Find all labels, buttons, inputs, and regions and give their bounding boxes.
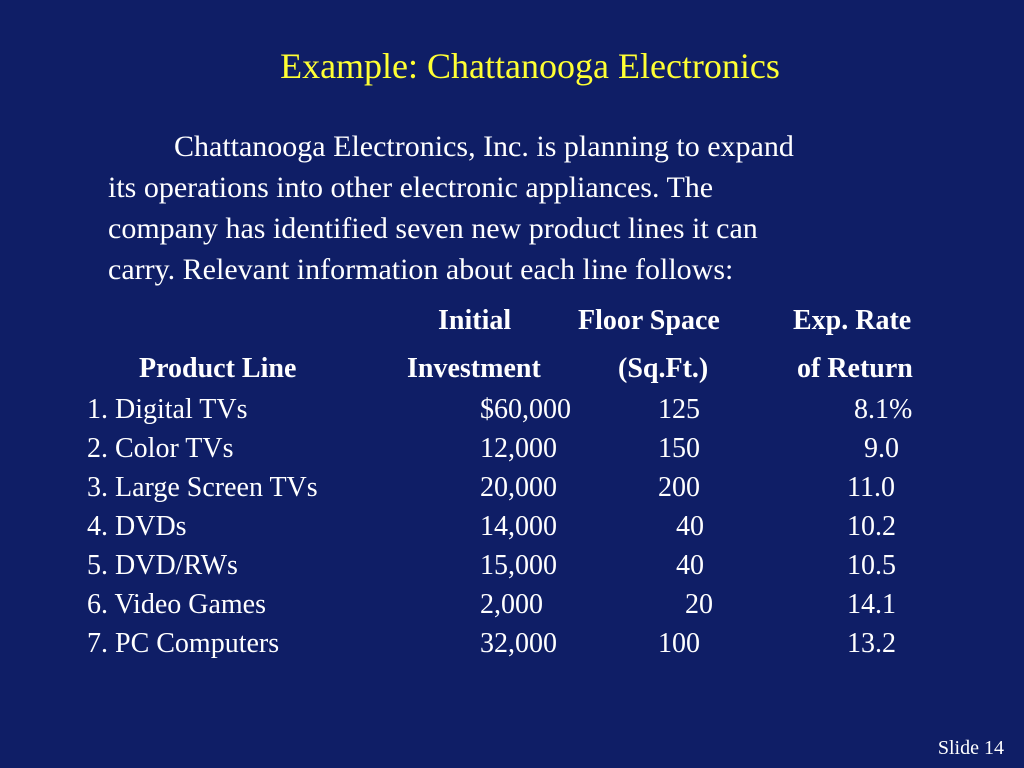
header-exp-rate: Exp. Rate [793,305,912,336]
row-product: 3. Large Screen TVs [87,472,318,503]
header-investment: Investment [407,353,541,384]
paragraph-line: carry. Relevant information about each line follows: [108,253,734,286]
row-product: 6. Video Games [87,589,266,620]
row-rate: 13.2 [847,628,896,659]
slide-title: Example: Chattanooga Electronics [280,46,780,86]
row-investment: $60,000 [480,394,571,425]
row-rate: 10.5 [847,550,896,581]
row-floor: 125 [658,394,700,425]
slide-number: Slide 14 [937,737,1004,759]
row-product: 1. Digital TVs [87,394,248,425]
row-investment: 14,000 [480,511,557,542]
row-product: 7. PC Computers [87,628,280,659]
header-initial: Initial [438,305,512,336]
header-of-return: of Return [797,353,913,384]
row-investment: 12,000 [480,433,557,464]
row-product: 5. DVD/RWs [87,550,238,581]
row-rate: 8.1% [854,394,913,425]
row-floor: 20 [685,589,713,620]
header-sqft: (Sq.Ft.) [618,353,709,384]
row-floor: 100 [658,628,700,659]
paragraph-line: its operations into other electronic appliances. The [108,171,714,204]
row-investment: 20,000 [480,472,557,503]
row-floor: 150 [658,433,700,464]
row-rate: 11.0 [847,472,895,503]
paragraph-line: Chattanooga Electronics, Inc. is planning to expand [174,130,794,163]
row-rate: 10.2 [847,511,896,542]
intro-paragraph [108,126,988,290]
row-product: 2. Color TVs [87,433,234,464]
row-rate: 14.1 [847,589,896,620]
header-floor-space: Floor Space [578,305,720,336]
row-floor: 40 [676,550,704,581]
row-product: 4. DVDs [87,511,187,542]
row-rate: 9.0 [864,433,899,464]
row-investment: 15,000 [480,550,557,581]
row-floor: 200 [658,472,700,503]
row-investment: 32,000 [480,628,557,659]
row-floor: 40 [676,511,704,542]
paragraph-line: company has identified seven new product lines it can [108,212,758,245]
row-investment: 2,000 [480,589,543,620]
header-product-line: Product Line [139,353,297,384]
